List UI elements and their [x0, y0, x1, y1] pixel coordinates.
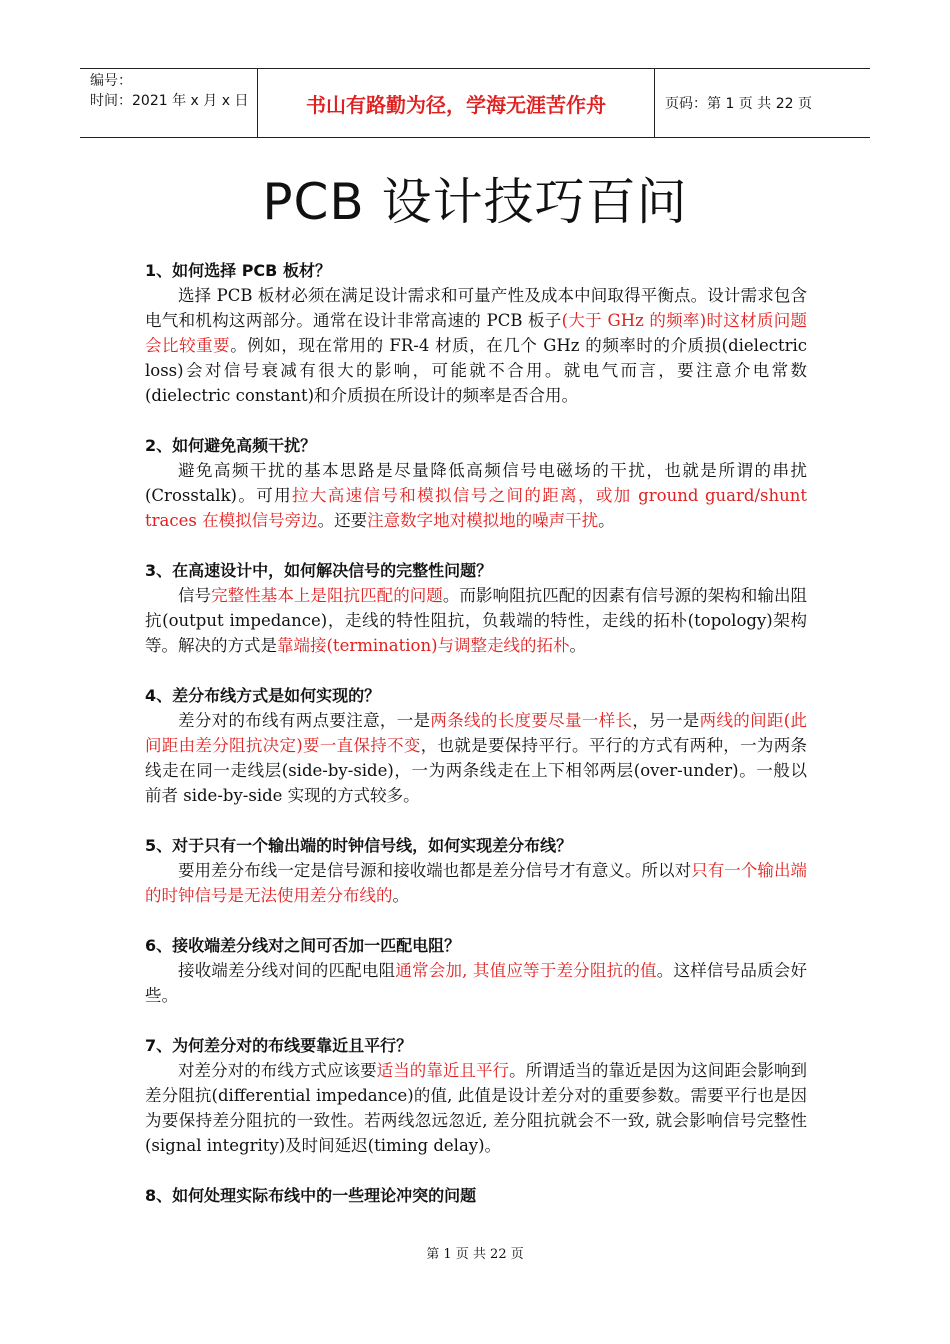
answer-text: 。而影响阻抗匹配的因素有信号源的架构和输出阻抗(output impedance)，走线的特性阻抗，负载端的特性，走线的拓朴(topology)架构等。解决的方式是 [145, 586, 808, 655]
highlighted-text: 只有一个输出端的时钟信号是无法使用差分布线的 [145, 861, 808, 905]
highlighted-text: (大于 GHz 的频率)时这材质问题会比较重要 [145, 311, 807, 355]
answer-text: 。例如，现在常用的 FR-4 材质，在几个 GHz 的频率时的介质损(dielectric loss)会对信号衰减有很大的影响，可能就不合用。就电气而言，要注意介电常数(dielectric constant)和介质损在所设计的频率是否合用。 [145, 336, 807, 405]
question-heading: 7、为何差分对的布线要靠近且平行？ [145, 1036, 413, 1055]
answer-text: 。这样信号品质会好些。 [145, 961, 807, 1005]
answer-text: 差分对的布线有两点要注意，一是 [178, 711, 431, 730]
qa-section [145, 683, 807, 808]
qa-section [145, 1183, 807, 1208]
qa-section [145, 833, 807, 908]
answer-paragraph [145, 1058, 807, 1158]
page-footer: 第 1 页 共 22 页 [426, 1247, 524, 1262]
header-date: 时间：2021 年 x 月 x 日 [90, 93, 249, 109]
header-motto: 书山有路勤为径，学海无涯苦作舟 [258, 69, 655, 137]
document-title: PCB 设计技巧百问 [262, 173, 688, 231]
document-body [145, 258, 807, 1233]
answer-text: 。 [598, 511, 615, 530]
answer-text: 选择 PCB 板材必须在满足设计需求和可量产性及成本中间取得平衡点。设计需求包含电气和机构这两部分。通常在设计非常高速的 PCB 板子 [145, 286, 807, 330]
highlighted-text: 注意数字地对模拟地的噪声干扰 [367, 511, 599, 530]
qa-section [145, 558, 807, 658]
page-header [80, 68, 870, 138]
question-heading: 1、如何选择 PCB 板材？ [145, 261, 331, 280]
answer-text: 接收端差分线对间的匹配电阻 [178, 961, 396, 980]
answer-paragraph [145, 583, 807, 658]
answer-text: 。 [392, 886, 409, 905]
highlighted-text: 两线的间距(此间距由差分阻抗决定)要一直保持不变 [145, 711, 808, 755]
highlighted-text: 拉大高速信号和模拟信号之间的距离，或加 ground guard/shunt traces 在模拟信号旁边 [145, 486, 808, 530]
answer-paragraph [145, 958, 807, 1008]
answer-text: ，另一是 [632, 711, 700, 730]
qa-section [145, 933, 807, 1008]
question-heading: 6、接收端差分线对之间可否加一匹配电阻？ [145, 936, 461, 955]
qa-section [145, 433, 807, 533]
header-meta [80, 69, 258, 137]
highlighted-text: 两条线的长度要尽量一样长 [430, 711, 633, 730]
answer-paragraph [145, 283, 807, 408]
question-heading: 4、差分布线方式是如何实现的？ [145, 686, 381, 705]
qa-section [145, 258, 807, 408]
answer-paragraph [145, 458, 807, 533]
answer-text: 避免高频干扰的基本思路是尽量降低高频信号电磁场的干扰，也就是所谓的串扰(Crosstalk)。可用 [145, 461, 807, 505]
answer-text: 。还要 [317, 511, 368, 530]
answer-text: 。所谓适当的靠近是因为这间距会影响到差分阻抗(differential impedance)的值, 此值是设计差分对的重要参数。需要平行也是因为要保持差分阻抗的一致性。若两线忽远忽近, 差分阻抗就会不一致, 就会影响信号完整性(signal integrity)及时间延迟(timing delay)。 [145, 1061, 808, 1155]
question-heading: 3、在高速设计中，如何解决信号的完整性问题？ [145, 561, 493, 580]
question-heading: 8、如何处理实际布线中的一些理论冲突的问题 [145, 1186, 477, 1205]
highlighted-text: 适当的靠近且平行 [376, 1061, 510, 1080]
header-page-info: 页码：第 1 页 共 22 页 [665, 96, 812, 112]
header-number-label: 编号： [90, 73, 132, 89]
answer-text: ，也就是要保持平行。平行的方式有两种，一为两条线走在同一走线层(side-by-side)，一为两条线走在上下相邻两层(over-under)。一般以前者 side-by-side 实现的方式较多。 [145, 736, 808, 805]
answer-paragraph [145, 858, 807, 908]
answer-text: 。 [569, 636, 587, 655]
qa-section [145, 1033, 807, 1158]
question-heading: 5、对于只有一个输出端的时钟信号线，如何实现差分布线？ [145, 836, 573, 855]
answer-text: 要用差分布线一定是信号源和接收端也都是差分信号才有意义。所以对 [178, 861, 692, 880]
answer-text: 信号 [178, 586, 212, 605]
highlighted-text: 完整性基本上是阻抗匹配的问题 [211, 586, 443, 605]
answer-text: 对差分对的布线方式应该要 [178, 1061, 377, 1080]
answer-paragraph [145, 708, 807, 808]
highlighted-text: 靠端接(termination)与调整走线的拓朴 [277, 636, 570, 655]
question-heading: 2、如何避免高频干扰？ [145, 436, 317, 455]
highlighted-text: 通常会加, 其值应等于差分阻抗的值 [395, 961, 657, 980]
